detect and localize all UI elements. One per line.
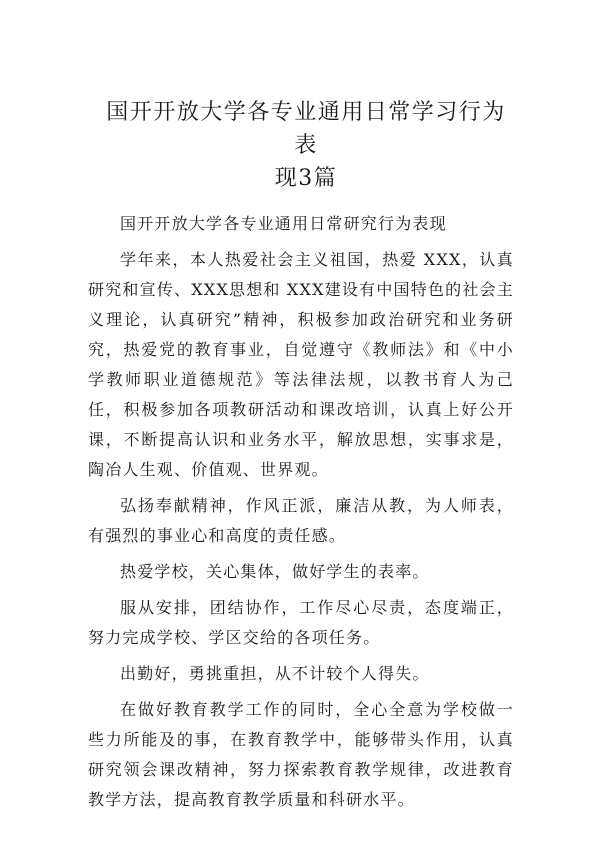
paragraph-3: 热爱学校，关心集体，做好学生的表率。 xyxy=(120,562,430,581)
paragraph-6: 在做好教育教学工作的同时，全心全意为学校做一些力所能及的事，在教育教学中，能够带头作用，认真研究领会课改精神，努力探索教育教学规律，改进教育教学方法，提高教育教学质量和科研水平。 xyxy=(88,700,514,809)
paragraph-2: 弘扬奉献精神，作风正派，廉洁从教，为人师表，有强烈的事业心和高度的责任感。 xyxy=(88,496,514,545)
paragraph-5: 出勤好，勇挑重担，从不计较个人得失。 xyxy=(120,664,430,683)
paragraph-1: 学年来，本人热爱社会主义祖国，热爱 XXX，认真研究和宣传、XXX思想和 XXX建设有中国特色的社会主义理论，认真研究”精神，积极参加政治研究和业务研究，热爱党的教育事业，自觉遵守《教师法》和《中小学教师职业道德规范》等法律法规，以教书育人为己任，积极参加各项教研活动和课改培训，认真上好公开课，不断提高认识和业务水平，解放思想，实事求是，陶冶人生观、价值观、世界观。 xyxy=(88,250,514,479)
document-title-line-1: 国开开放大学各专业通用日常学习行为表 xyxy=(106,100,506,158)
document-title-line-2: 现3篇 xyxy=(274,166,338,191)
document-subtitle: 国开开放大学各专业通用日常研究行为表现 xyxy=(120,214,447,233)
paragraph-4: 服从安排，团结协作，工作尽心尽责，态度端正，努力完成学校、学区交给的各项任务。 xyxy=(88,598,514,647)
document-title xyxy=(88,96,514,195)
